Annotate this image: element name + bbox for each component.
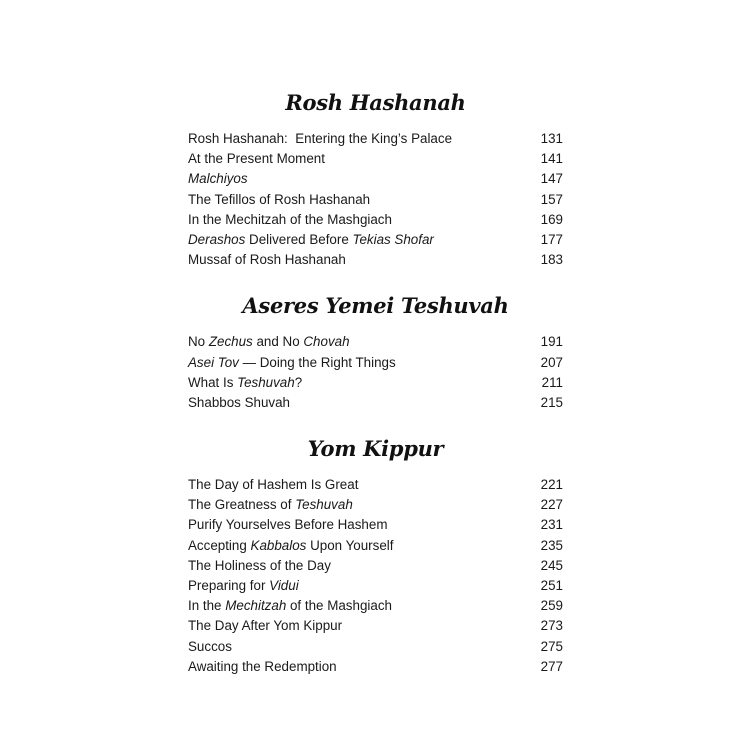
entry-title <box>188 637 232 657</box>
entry-title <box>188 515 387 535</box>
page-number: 211 <box>541 374 563 390</box>
entry-title <box>188 129 452 149</box>
toc-entry[interactable] <box>188 332 563 352</box>
page-number: 275 <box>540 638 563 654</box>
toc-section <box>188 290 563 413</box>
page-number: 191 <box>540 334 563 350</box>
toc-entry[interactable] <box>188 230 563 250</box>
entry-title-part-italic: Malchiyos <box>188 171 248 187</box>
entry-title-part: Preparing for <box>188 578 270 593</box>
page-number: 251 <box>540 578 563 593</box>
entry-title <box>188 393 290 413</box>
entry-title <box>188 190 370 210</box>
toc-entry[interactable] <box>188 657 563 677</box>
page-number: 141 <box>540 151 563 167</box>
toc-entry[interactable] <box>188 250 563 270</box>
section-title: Yom Kippur <box>307 436 444 462</box>
entry-title-part: The Greatness of <box>188 497 296 513</box>
table-of-contents <box>188 86 563 697</box>
entry-title <box>188 169 248 189</box>
entry-title <box>188 556 331 576</box>
entry-title-part: Rosh Hashanah: Entering the King’s Palace <box>188 131 453 146</box>
page-number: 147 <box>540 171 563 187</box>
entry-title-part: Upon Yourself <box>306 537 394 553</box>
page-number: 157 <box>540 191 563 207</box>
toc-section <box>188 87 563 270</box>
toc-entry[interactable] <box>188 495 563 515</box>
entry-title-part: — Doing the Right Things <box>238 354 396 370</box>
toc-entry[interactable] <box>188 353 563 373</box>
entry-title-part: In the Mechitzah of the Mashgiach <box>188 211 392 227</box>
toc-entry[interactable] <box>188 190 563 210</box>
toc-entry[interactable] <box>188 149 563 169</box>
toc-entry[interactable] <box>188 210 563 230</box>
entry-title-part: The Holiness of the Day <box>188 557 331 573</box>
entry-title <box>188 576 299 596</box>
toc-entry[interactable] <box>188 169 563 189</box>
entry-title-part: Awaiting the Redemption <box>188 658 337 674</box>
toc-entry[interactable] <box>188 393 563 413</box>
entry-title <box>188 250 346 270</box>
page-number: 215 <box>540 394 563 410</box>
entry-title-part-italic: Chovah <box>303 334 350 350</box>
entry-list <box>188 129 563 270</box>
entry-list <box>188 332 563 413</box>
entry-title-part: Shabbos Shuvah <box>188 394 290 410</box>
entry-title <box>188 616 342 636</box>
entry-title-part: What Is <box>188 374 238 390</box>
entry-title <box>188 657 337 677</box>
entry-title <box>188 332 350 352</box>
page-number: 131 <box>540 131 563 146</box>
entry-title-part: The Tefillos of Rosh Hashanah <box>188 191 371 207</box>
toc-entry[interactable] <box>188 616 563 636</box>
entry-title-part: Accepting <box>188 537 251 553</box>
entry-title-part: Delivered Before <box>245 231 353 247</box>
entry-title-part: In the <box>188 598 226 614</box>
entry-title <box>188 149 325 169</box>
page-number: 273 <box>540 618 563 634</box>
page-number: 227 <box>540 497 563 513</box>
page-number: 177 <box>540 231 563 247</box>
entry-title-part-italic: Vidui <box>269 578 299 593</box>
entry-title-part-italic: Teshuvah <box>237 374 295 390</box>
entry-title-part: of the Mashgiach <box>286 598 392 614</box>
section-title: Aseres Yemei Teshuvah <box>242 293 509 319</box>
entry-title-part: Purify Yourselves Before Hashem <box>188 517 388 533</box>
page-number: 245 <box>540 557 563 573</box>
entry-title-part: and No <box>252 334 304 350</box>
entry-title-part: ? <box>294 374 303 390</box>
toc-entry[interactable] <box>188 475 563 495</box>
entry-title-part-italic: Kabbalos <box>250 537 307 553</box>
entry-title-part-italic: Asei Tov <box>188 354 239 370</box>
page-number: 235 <box>540 537 563 553</box>
entry-title <box>188 210 392 230</box>
toc-entry[interactable] <box>188 637 563 657</box>
page-number: 183 <box>540 252 563 268</box>
toc-entry[interactable] <box>188 373 563 393</box>
entry-title-part: The Day After Yom Kippur <box>188 618 343 634</box>
entry-title-part: At the Present Moment <box>188 151 325 167</box>
page-number: 169 <box>540 211 563 227</box>
entry-title-part-italic: Tekias Shofar <box>352 231 434 247</box>
entry-list <box>188 475 563 677</box>
entry-title <box>188 536 393 556</box>
entry-title <box>188 373 302 393</box>
entry-title-part: The Day of Hashem Is Great <box>188 477 359 493</box>
toc-entry[interactable] <box>188 536 563 556</box>
entry-title-part-italic: Zechus <box>208 334 253 350</box>
page-number: 207 <box>540 354 563 370</box>
entry-title-part: No <box>188 334 209 350</box>
section-title: Rosh Hashanah <box>285 90 466 115</box>
entry-title <box>188 230 434 250</box>
entry-title-part: Succos <box>188 638 232 654</box>
entry-title <box>188 596 392 616</box>
page-number: 277 <box>540 658 563 674</box>
toc-entry[interactable] <box>188 596 563 616</box>
toc-entry[interactable] <box>188 129 563 149</box>
entry-title-part-italic: Teshuvah <box>295 497 353 513</box>
toc-entry[interactable] <box>188 576 563 596</box>
page-number: 221 <box>540 477 563 493</box>
entry-title <box>188 495 353 515</box>
toc-entry[interactable] <box>188 556 563 576</box>
toc-entry[interactable] <box>188 515 563 535</box>
entry-title-part-italic: Mechitzah <box>225 598 287 614</box>
entry-title <box>188 353 396 373</box>
entry-title-part-italic: Derashos <box>188 231 246 247</box>
toc-section <box>188 433 563 677</box>
page-number: 231 <box>540 517 563 533</box>
entry-title <box>188 475 358 495</box>
page-number: 259 <box>540 598 563 614</box>
entry-title-part: Mussaf of Rosh Hashanah <box>188 252 346 268</box>
